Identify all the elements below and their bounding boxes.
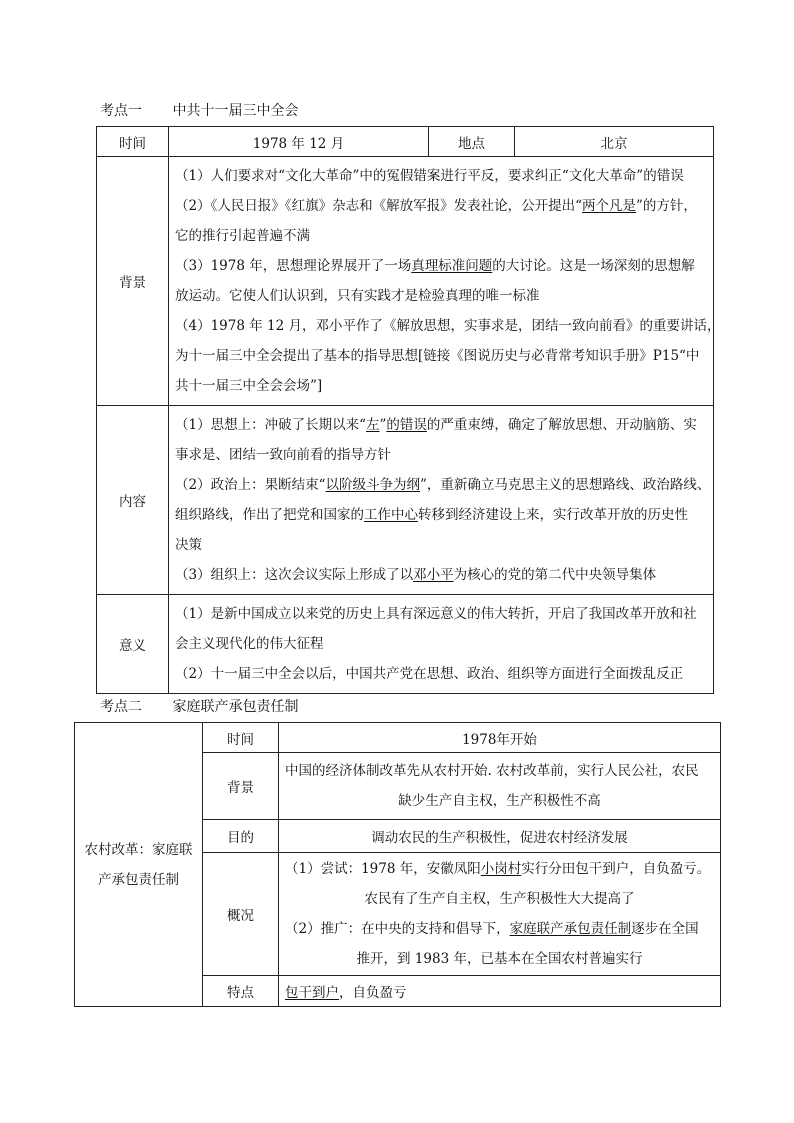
- section2-title: 家庭联产承包责任制: [172, 699, 299, 715]
- table-row: [97, 406, 714, 595]
- section1-heading: [100, 100, 298, 120]
- section1-label: 考点一: [100, 103, 142, 119]
- content-cell: [169, 406, 714, 595]
- content-line: （3）组织上：这次会议实际上形成了以邓小平为核心的党的第二代中央领导集体: [175, 567, 657, 583]
- s2-time-label: 时间: [203, 723, 279, 753]
- significance-line: （2）十一届三中全会以后，中国共产党在思想、政治、组织等方面进行全面拨乱反正: [175, 666, 684, 682]
- table-row: [97, 127, 714, 157]
- s2-overview-line: 农民有了生产自主权，生产积极性大大提高了: [364, 891, 635, 907]
- section2-table: [74, 722, 721, 1007]
- s2-feature-cell: [279, 976, 721, 1007]
- s2-feature-label: 特点: [203, 976, 279, 1007]
- place-value: 北京: [515, 127, 714, 157]
- significance-label: 意义: [97, 595, 169, 694]
- background-line: （3）1978 年，思想理论界展开了一场真理标准问题的大讨论。这是一场深刻的思想解: [175, 258, 695, 274]
- table-row: [97, 157, 714, 406]
- background-line: 放运动。它使人们认识到，只有实践才是检验真理的唯一标准: [175, 288, 540, 304]
- time-value: 1978 年 12 月: [169, 127, 429, 157]
- significance-line: 会主义现代化的伟大征程: [175, 636, 324, 652]
- background-line: 它的推行引起普遍不满: [175, 228, 310, 244]
- s2-feature-value: 包干到户，自负盈亏: [285, 985, 407, 1001]
- section1-title: 中共十一届三中全会: [172, 103, 299, 119]
- s2-time-value: 1978年开始: [279, 723, 721, 753]
- table-row: [75, 723, 721, 753]
- background-line: 为十一届三中全会提出了基本的指导思想[链接《图说历史与必背常考知识手册》P15“中: [175, 348, 700, 364]
- background-line: （1）人们要求对“文化大革命”中的冤假错案进行平反，要求纠正“文化大革命”的错误: [175, 168, 684, 184]
- content-line: （2）政治上：果断结束“以阶级斗争为纲”，重新确立马克思主义的思想路线、政治路线、: [175, 477, 711, 493]
- s2-overview-line: 推开，到 1983 年，已基本在全国农村普遍实行: [356, 951, 643, 967]
- background-cell: [169, 157, 721, 406]
- s2-overview-line: （2）推广：在中央的支持和倡导下，家庭联产承包责任制逐步在全国: [285, 921, 699, 937]
- s2-overview-label: 概况: [203, 853, 279, 976]
- significance-cell: [169, 595, 714, 694]
- table-row: [97, 595, 714, 694]
- s2-background-cell: [279, 753, 721, 820]
- section2-heading: [100, 696, 298, 716]
- significance-line: （1）是新中国成立以来党的历史上具有深远意义的伟大转折，开启了我国改革开放和社: [175, 606, 697, 622]
- content-line: 决策: [175, 537, 202, 553]
- background-line: （4）1978 年 12 月，邓小平作了《解放思想，实事求是，团结一致向前看》的重要讲话，: [175, 318, 721, 334]
- section1-table: [96, 126, 721, 694]
- s2-purpose-value: 调动农民的生产积极性，促进农村经济发展: [279, 820, 721, 853]
- s2-background-line: 缺少生产自主权，生产积极性不高: [398, 793, 601, 809]
- category-cell: 农村改革：家庭联产承包责任制: [75, 723, 203, 1007]
- section2-label: 考点二: [100, 699, 142, 715]
- content-line: （1）思想上：冲破了长期以来“左”的错误的严重束缚，确定了解放思想、开动脑筋、实: [175, 417, 697, 433]
- s2-background-line: 中国的经济体制改革先从农村开始. 农村改革前，实行人民公社，农民: [285, 763, 699, 779]
- content-line: 事求是、团结一致向前看的指导方针: [175, 447, 391, 463]
- time-label: 时间: [97, 127, 169, 157]
- place-label: 地点: [429, 127, 515, 157]
- s2-purpose-label: 目的: [203, 820, 279, 853]
- s2-background-label: 背景: [203, 753, 279, 820]
- s2-overview-cell: [279, 853, 721, 976]
- content-label: 内容: [97, 406, 169, 595]
- background-label: 背景: [97, 157, 169, 406]
- content-line: 组织路线，作出了把党和国家的工作中心转移到经济建设上来，实行改革开放的历史性: [175, 507, 688, 523]
- background-line: 共十一届三中全会会场”]: [175, 378, 323, 394]
- s2-overview-line: （1）尝试：1978 年，安徽凤阳小岗村实行分田包干到户，自负盈亏。: [285, 861, 711, 877]
- background-line: （2）《人民日报》《红旗》杂志和《解放军报》发表社论，公开提出“两个凡是”的方针，: [175, 198, 697, 214]
